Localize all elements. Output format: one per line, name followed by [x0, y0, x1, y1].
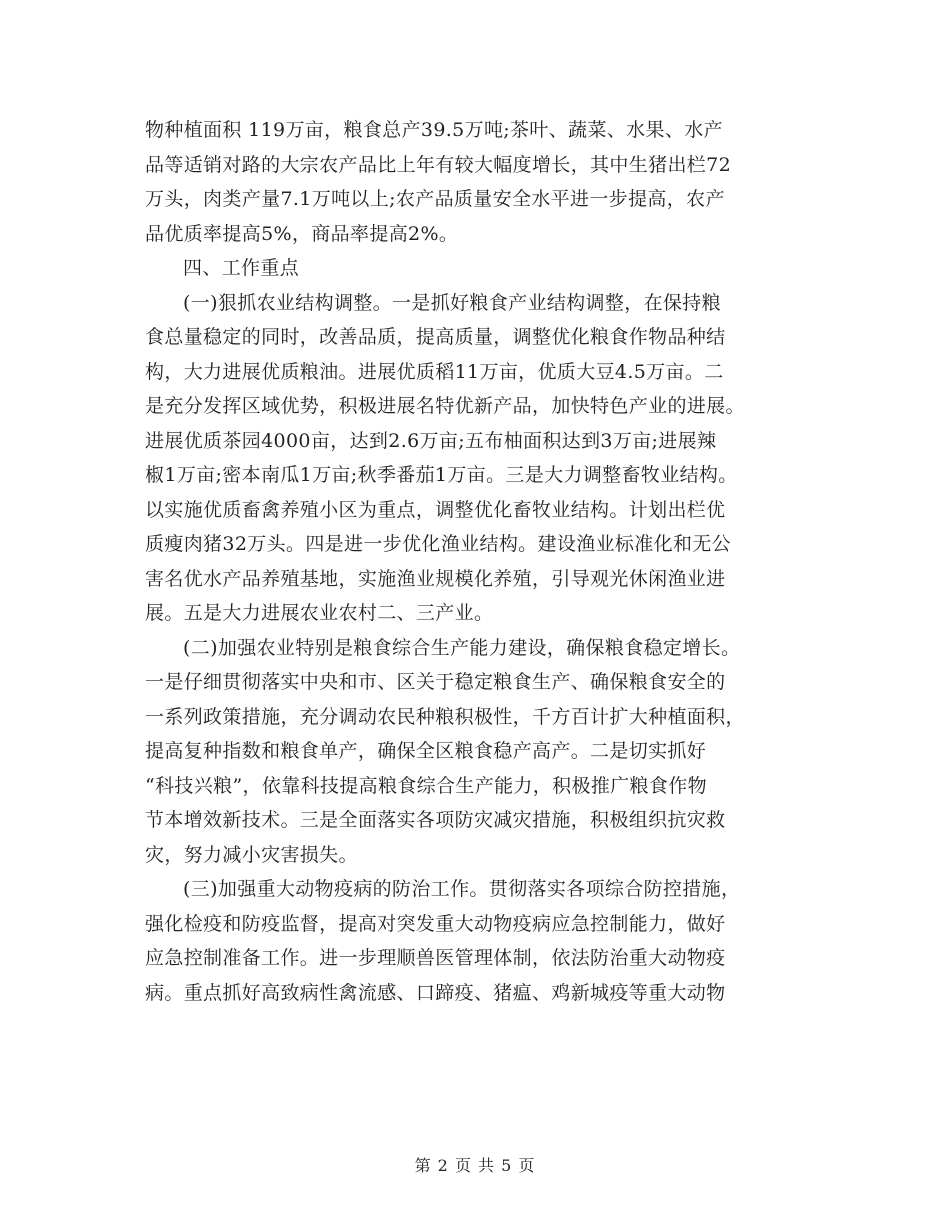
paragraph-start: (二)加强农业特别是粮食综合生产能力建设，确保粮食稳定增长。: [183, 636, 741, 659]
section-heading: 四、工作重点: [183, 257, 300, 279]
text-line: 是充分发挥区域优势，积极进展名特优新产品，加快特色产业的进展。: [145, 395, 745, 417]
text-line: 质瘦肉猪32万头。四是进一步优化渔业结构。建设渔业标准化和无公: [145, 533, 732, 555]
text-line: 害名优水产品养殖基地，实施渔业规模化养殖，引导观光休闲渔业进: [145, 567, 726, 590]
text-line: 一是仔细贯彻落实中央和市、区关于稳定粮食生产、确保粮食安全的: [145, 671, 726, 693]
paragraph-start: (一)狠抓农业结构调整。一是抓好粮食产业结构调整，在保持粮: [183, 291, 721, 314]
text-line: 节本增效新技术。三是全面落实各项防灾减灾措施，积极组织抗灾救: [145, 809, 726, 831]
text-line: “科技兴粮”，依靠科技提高粮食综合生产能力，积极推广粮食作物: [145, 774, 707, 797]
document-body: [145, 113, 815, 1010]
text-line: 食总量稳定的同时，改善品质，提高质量，调整优化粮食作物品种结: [145, 326, 726, 348]
text-line: 构，大力进展优质粮油。进展优质稻11万亩，优质大豆4.5万亩。二: [145, 360, 724, 383]
text-line: 病。重点抓好高致病性禽流感、口蹄疫、猪瘟、鸡新城疫等重大动物: [145, 981, 726, 1004]
page-number-footer: 第 2 页 共 5 页: [414, 1156, 536, 1175]
paragraph-start: (三)加强重大动物疫病的防治工作。贯彻落实各项综合防控措施，: [183, 878, 741, 900]
text-line: 强化检疫和防疫监督，提高对突发重大动物疫病应急控制能力，做好: [145, 912, 726, 935]
text-line: 进展优质茶园4000亩，达到2.6万亩;五布柚面积达到3万亩;进展辣: [145, 429, 717, 452]
text-line: 提高复种指数和粮食单产，确保全区粮食稳产高产。二是切实抓好: [145, 740, 707, 762]
text-line: 万头，肉类产量7.1万吨以上;农产品质量安全水平进一步提高，农产: [145, 188, 725, 210]
text-line: 展。五是大力进展农业农村二、三产业。: [145, 602, 494, 624]
text-line: 椒1万亩;密本南瓜1万亩;秋季番茄1万亩。三是大力调整畜牧业结构。: [145, 464, 738, 486]
text-line: 灾，努力减小灾害损失。: [145, 843, 358, 866]
text-line: 品优质率提高5%，商品率提高2%。: [145, 222, 459, 245]
text-line: 物种植面积 119万亩，粮食总产39.5万吨;茶叶、蔬菜、水果、水产: [145, 119, 723, 141]
text-line: 应急控制准备工作。进一步理顺兽医管理体制，依法防治重大动物疫: [145, 947, 726, 969]
text-line: 品等适销对路的大宗农产品比上年有较大幅度增长，其中生猪出栏72: [145, 153, 732, 176]
text-line: 以实施优质畜禽养殖小区为重点，调整优化畜牧业结构。计划出栏优: [145, 498, 726, 521]
text-line: 一系列政策措施，充分调动农民种粮积极性，千方百计扩大种植面积，: [145, 705, 745, 728]
